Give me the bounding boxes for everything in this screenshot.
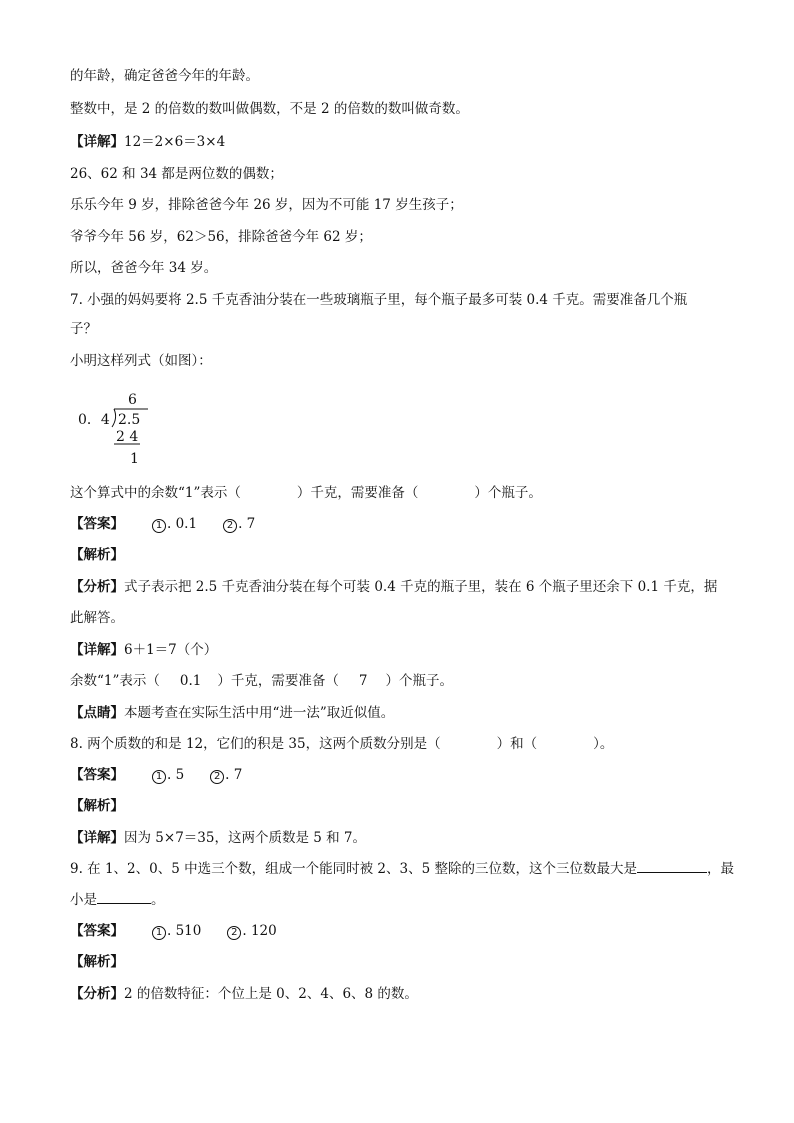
question-9-analysis [70,985,418,1003]
detail-tag: 【详解】 [70,830,124,846]
question-8-answer [70,766,242,784]
fill-text: ）千克，需要准备（ [217,673,339,689]
question-7-fill [70,672,453,690]
question-text: ）千克，需要准备（ [296,485,419,501]
fill-value: 7 [358,673,368,689]
fill-text: ）个瓶子。 [385,673,453,689]
answer-tag: 【答案】 [70,923,124,939]
analysis-tag: 【解析】 [70,798,124,814]
long-division-figure [78,392,158,472]
question-7-note [70,704,394,722]
question-7-stem-cont: 子？ [70,321,97,337]
fenxi-tag: 【分析】 [70,986,124,1002]
question-text: ）个瓶子。 [474,485,542,501]
text-line: 乐乐今年 9 岁，排除爸爸今年 26 岁，因为不可能 17 岁生孩子； [70,197,463,213]
note-text: 本题考查在实际生活中用“进一法”取近似值。 [124,705,395,721]
question-text: 8. 两个质数的和是 12，它们的积是 35，这两个质数分别是（ [70,736,441,752]
fill-text: 余数“1”表示（ [70,673,160,689]
fill-value: 0.1 [179,673,202,689]
circled-number-icon: 2 [210,770,224,784]
text-line: 爷爷今年 56 岁，62＞56，排除爸爸今年 62 岁； [70,229,372,245]
fenxi-text: 2 的倍数特征：个位上是 0、2、4、6、8 的数。 [124,986,418,1002]
circled-number-icon: 2 [227,926,241,940]
note-tag: 【点睛】 [70,705,124,721]
detail-text: 6＋1＝7（个） [124,642,218,658]
fenxi-tag: 【分析】 [70,579,124,595]
text-line [70,133,225,151]
division-remainder: 1 [130,451,139,467]
answer-value: . 7 [225,767,243,783]
detail-text: 12＝2×6＝3×4 [124,134,226,150]
fenxi-text: 式子表示把 2.5 千克香油分装在每个可装 0.4 千克的瓶子里，装在 6 个瓶子里还余下 0.1 千克，据 [124,579,718,595]
question-text: ）。 [593,736,614,752]
question-text: ）和（ [496,736,538,752]
analysis-tag: 【解析】 [70,954,124,970]
division-quotient: 6 [128,392,137,408]
question-7-stem: 7. 小强的妈妈要将 2.5 千克香油分装在一些玻璃瓶子里，每个瓶子最多可装 0.4 千克。需要准备几个瓶 [70,292,688,308]
answer-tag: 【答案】 [70,516,124,532]
answer-blank [637,860,707,873]
question-7-question [70,484,542,502]
text-line: 所以，爸爸今年 34 岁。 [70,260,218,276]
detail-tag: 【详解】 [70,134,124,150]
question-8-detail [70,829,366,847]
division-dividend: 2.5 [118,412,141,428]
question-text: 9. 在 1、2、0、5 中选三个数，组成一个能同时被 2、3、5 整除的三位数，这个三位数最大是 [70,861,637,877]
answer-value: . 5 [167,767,185,783]
question-7-analysis-cont: 此解答。 [70,610,124,626]
division-product: 2 4 [116,429,139,445]
division-divisor: 0．4 [78,412,110,428]
answer-value: . 0.1 [167,516,198,532]
question-7-answer [70,515,255,533]
question-9-stem-cont [70,891,165,909]
question-text: ，最 [706,861,734,877]
question-text: 小是 [70,892,97,908]
question-7-analysis [70,578,717,596]
detail-tag: 【详解】 [70,642,124,658]
circled-number-icon: 1 [152,770,166,784]
text-line: 的年龄，确定爸爸今年的年龄。 [70,68,259,84]
answer-value: . 120 [242,923,277,939]
text-line: 26、62 和 34 都是两位数的偶数； [70,166,283,182]
question-7-intro: 小明这样列式（如图）： [70,353,212,369]
question-text: 。 [151,892,165,908]
answer-tag: 【答案】 [70,767,124,783]
text-line: 整数中，是 2 的倍数的数叫做偶数，不是 2 的倍数的数叫做奇数。 [70,101,469,117]
question-7-detail [70,641,217,659]
question-8-stem [70,735,613,753]
analysis-tag: 【解析】 [70,547,124,563]
answer-blank [97,891,151,904]
circled-number-icon: 2 [223,519,237,533]
circled-number-icon: 1 [152,926,166,940]
question-9-stem [70,860,734,878]
circled-number-icon: 1 [152,519,166,533]
question-text: 这个算式中的余数“1”表示（ [70,485,241,501]
detail-text: 因为 5×7＝35，这两个质数是 5 和 7。 [124,830,367,846]
answer-value: . 510 [167,923,202,939]
question-9-answer [70,922,277,940]
answer-value: . 7 [238,516,256,532]
